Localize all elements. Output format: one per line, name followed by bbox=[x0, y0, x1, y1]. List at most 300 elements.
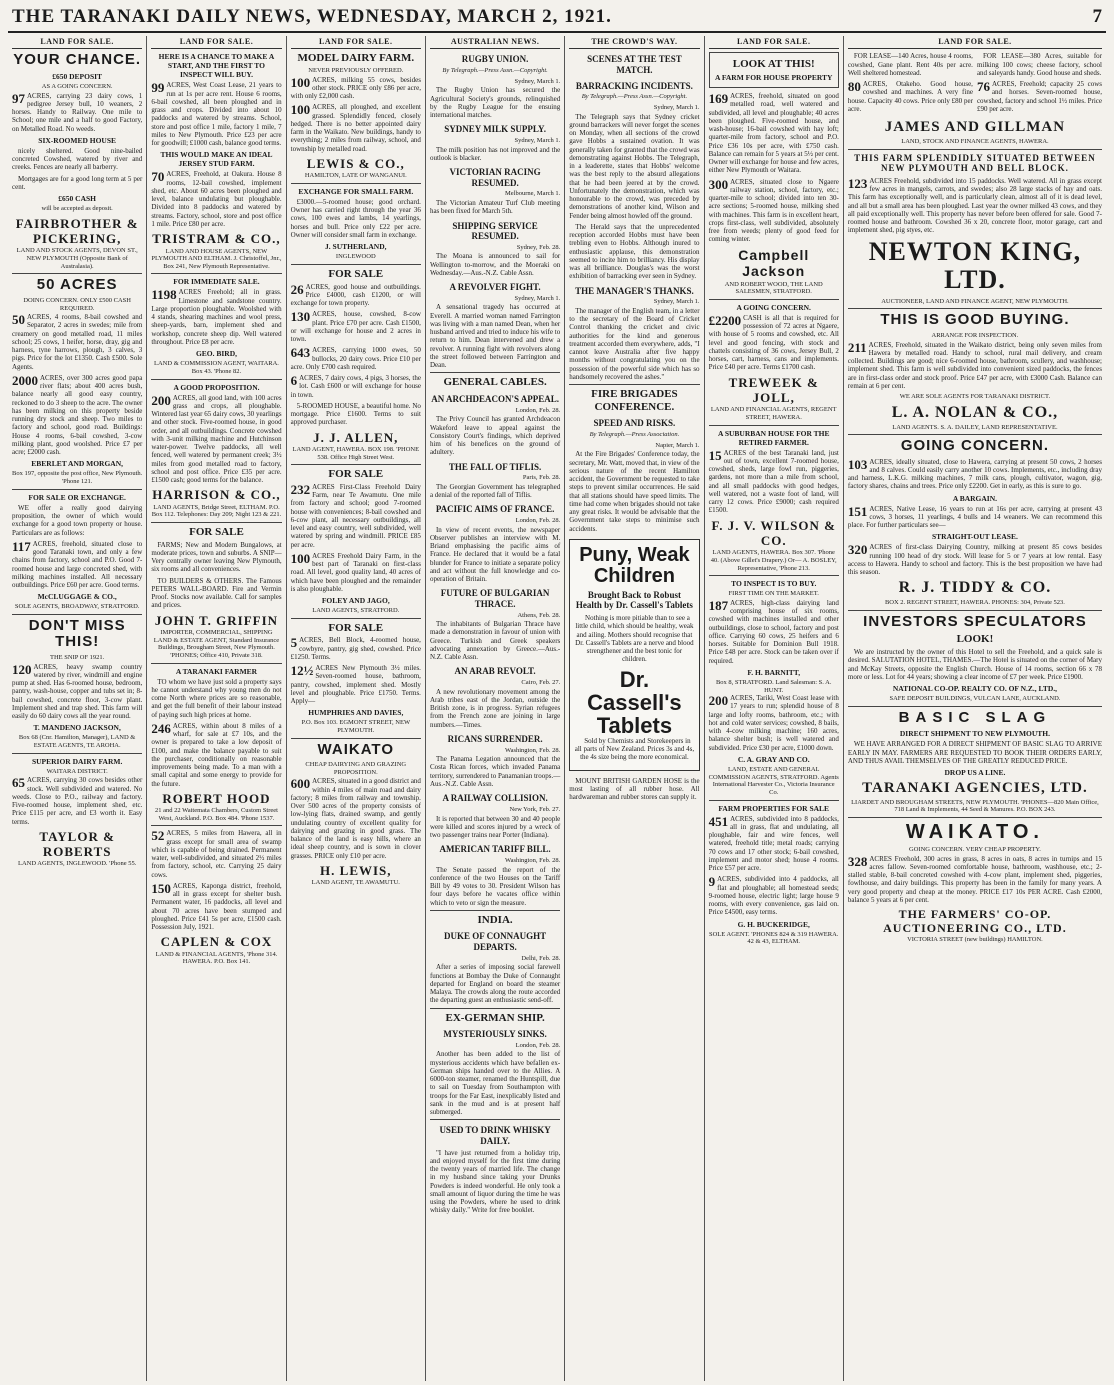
agent-name: HARRISON & CO., bbox=[152, 487, 281, 503]
ad-headline: A TARANAKI FARMER bbox=[175, 666, 258, 676]
agent-name: NEWTON KING, LTD. bbox=[868, 236, 1082, 295]
agent-address: BOX 2. REGENT STREET, HAWERA. PHONES: 304, Private 523. bbox=[884, 599, 1065, 607]
listing bbox=[291, 103, 421, 153]
listing bbox=[848, 543, 1102, 576]
agent-name: C. A. GRAY AND CO. bbox=[737, 754, 810, 764]
section-headline: FIRE BRIGADES CONFERENCE. bbox=[591, 388, 678, 413]
listing-text: CASH is all that is required for possession of 72 acres at Ngaere, with house of 5 rooms and cowshed, etc. All level and good fencing, with stock and chattels consisting of 36 cows, Jersey Bull, 2 horses, cart, harness, cans and implements. Price £40 per acre. Terms £1700 cash. bbox=[708, 313, 839, 372]
news-text: After a series of imposing social farewell functions at Bombay the Duke of Connaught departed for England on board the steamer Malaya. The crowds along the route accorded the departing guest an enthusiastic send-off. bbox=[429, 963, 561, 1005]
ad-headline: WAIKATO. bbox=[905, 821, 1044, 844]
listing-text: We are instructed by the owner of this Hotel to sell the Freehold, and a quick sale is desired. SALUTATION HOTEL, THAMES.—The Hotel is situated on the corner of Mary and McKay Streets, opposite the English Church. House of 14 rooms, section 66 x 78 more or less. Lot for 44 years; showing a clear income of £7 per week. Price £1900. bbox=[847, 648, 1102, 681]
news-headline: SYDNEY MILK SUPPLY. bbox=[444, 124, 546, 135]
lot-number: 211 bbox=[847, 339, 867, 355]
masthead bbox=[8, 6, 1106, 33]
listing-text: ACRES, good house and outbuildings. Price £4000, cash £1200, or will exchange for town property. bbox=[290, 282, 421, 308]
news-text: In view of recent events, the newspaper Observer publishes an interview with M. Briand emphasising the pacific aims of France. He declared that it would be a fatal blunder for France to initiate a separate policy and act without the full knowledge and co-operation of Britain. bbox=[429, 525, 561, 584]
listing-text: ACRES of first-class Dairying Country, milking at present 85 cows besides running 100 head of dry stock. Will lease for 5 or 7 years at low rental. Easy access to Hawera. Handy to school and factory. This is the best proposition we have had this season. bbox=[847, 543, 1102, 577]
listing-text: ACRES, Otakeho. Good house, cowshed and machines. A very fine house. Capacity 40 cows. Price only £80 per acre. bbox=[847, 80, 973, 113]
news-headline: SCENES AT THE TEST MATCH. bbox=[587, 54, 682, 76]
listing bbox=[709, 694, 839, 752]
lot-number: £2200 bbox=[708, 312, 742, 328]
column-header: LAND FOR SALE. bbox=[848, 36, 1102, 49]
lot-number: 97 bbox=[12, 90, 25, 106]
listing bbox=[709, 449, 839, 515]
news-text: A new revolutionary movement among the Arab tribes east of the Jordan, outside the British zone, is in progress. Syrian refugees from the French zone are joining in large numbers.—Times. bbox=[429, 687, 561, 729]
lot-number: 117 bbox=[12, 538, 31, 554]
lot-number: 52 bbox=[151, 828, 165, 844]
news-headline: PACIFIC AIMS OF FRANCE. bbox=[435, 504, 555, 515]
lot-number: 200 bbox=[151, 392, 171, 408]
lot-number: 100 bbox=[290, 550, 311, 566]
column-header: LAND FOR SALE. bbox=[709, 36, 839, 49]
listing-text: ACRES, 7 dairy cows, 4 pigs, 3 horses, the lot. Cash £600 or will exchange for house in town. bbox=[290, 374, 421, 399]
news-headline: SPEED AND RISKS. bbox=[593, 418, 676, 429]
listing bbox=[151, 882, 281, 932]
lot-number: 2000 bbox=[12, 372, 38, 388]
agent-address: LIARDET AND BROUGHAM STREETS, NEW PLYMOUTH. 'PHONES—820 Main Office, 718 Land & Implements, 44 Seed & Manures. P.O. BOX 243. bbox=[851, 798, 1099, 814]
news-headline: A REVOLVER FIGHT. bbox=[449, 282, 541, 293]
section-headline: INDIA. bbox=[477, 913, 513, 926]
lot-number: 15 bbox=[708, 447, 722, 463]
listing-text: ACRES, freehold, situated close to good Taranaki town, and only a few chains from factory, school and P.O. Good 7-roomed house and large concreted shed, with milking machines installed. All necessary outbuildings. Price £60 per acre. Good terms. bbox=[12, 539, 143, 589]
listing bbox=[12, 92, 142, 133]
listing-text: ACRES, within about 8 miles of a wharf, for sale at £7 10s, and the owner is prepared to take a low deposit of £100, and make the balance payable to suit the purchaser, conditionally on reasonable improvements being made. To a man with a small capital and some energy to provide for the future. bbox=[151, 721, 282, 788]
agent-address: 21 and 22 Waitemata Chambers, Custom Street West, Auckland. P.O. Box 484. 'Phone 1537. bbox=[154, 807, 278, 822]
lot-number: 200 bbox=[708, 693, 729, 709]
listing bbox=[709, 178, 839, 244]
agent-name: THE FARMERS' CO-OP. AUCTIONEERING CO., LTD. bbox=[883, 907, 1067, 936]
agent-address: AUCTIONEER, LAND AND FINANCE AGENT, NEW PLYMOUTH. bbox=[881, 297, 1069, 305]
agent-name: LEWIS & CO., bbox=[306, 155, 405, 171]
agent-name: JAMES AND GILLMAN bbox=[884, 119, 1066, 136]
news-text: The manager of the English team, in a letter to the secretary of the Board of Cricket Control thanking the cricket and civic authorities for the kind and generous treatment accorded them everywhere, adds, "I cannot leave Australia after five happy months without congratulating you on the possession of the powerful side which has so handsomely recovered the ashes." bbox=[569, 306, 700, 381]
advertisement-box bbox=[569, 539, 699, 771]
agent-address: HAMILTON, LATE OF WANGANUI. bbox=[304, 172, 407, 180]
ad-headline: THIS IS GOOD BUYING. bbox=[880, 311, 1070, 329]
agent-name: TAYLOR & ROBERTS bbox=[39, 828, 115, 860]
agent-name: Campbell Jackson bbox=[738, 246, 810, 280]
column-header: THE CROWD'S WAY. bbox=[569, 36, 699, 49]
listing-text: ACRES, Bell Block, 4-roomed house, cowbyre, pantry, gig shed, cowshed. Price £1250. Terms. bbox=[290, 636, 421, 661]
listing-text: ACRES, heavy swamp country watered by river, windmill and engine pump at shed. Has 6-roomed house, bedroom, pantry, wash-house, copper and tubs set in; 8-bail cowshed, concrete floor, 3-cow plant. Implement shed and trap shed. This farm will easily do 60 dairy cows all the year round. bbox=[12, 662, 143, 721]
lot-number: 76 bbox=[976, 79, 990, 95]
listing bbox=[291, 374, 421, 399]
ad-headline: YOUR CHANCE. bbox=[13, 51, 142, 69]
dateline: Sydney, March 1. bbox=[653, 298, 700, 306]
listing bbox=[12, 313, 142, 371]
listing-text: nicely sheltered. Good nine-bailed concreted Cowshed, watered by river and creeks. Fences are nearly all barberry. bbox=[12, 146, 143, 172]
ad-subhead: A BARGAIN. bbox=[952, 493, 998, 503]
agent-name: TREWEEK & JOLL, bbox=[728, 374, 819, 405]
listing-text: ACRES Freehold Dairy Farm, in the best part of Taranaki on first-class road. All level, good quality land, 40 acres of which have been ploughed and the remainder is also ploughable. bbox=[290, 551, 421, 593]
agent-name: HUMPHRIES AND DAVIES, bbox=[308, 708, 404, 718]
listing bbox=[291, 76, 421, 101]
news-credit: By Telegraph.—Press Association. bbox=[589, 430, 680, 438]
news-text: A sensational tragedy has occurred at Everell. A married woman named Farrington was living with a man named Dean, when her husband arrived and tried to induce his wife to return to him. Dean intervened and drew a revolver. A running fight with revolvers along the street followed between Farrington and Dean. bbox=[429, 303, 561, 370]
news-credit: By Telegraph.—Press Assn.—Copyright. bbox=[581, 93, 688, 101]
agent-name: TRISTRAM & CO., bbox=[152, 231, 281, 247]
news-text: The Panama Legation announced that the Costa Rican forces, which invaded Panama territory, surrendered to Panamanian troops.—Aus.-N.Z. Cable Assn. bbox=[429, 755, 561, 788]
ad-subhead: SIX-ROOMED HOUSE bbox=[38, 135, 117, 145]
dateline: Sydney, March 1. bbox=[514, 77, 561, 85]
lot-number: 151 bbox=[847, 503, 868, 519]
listing-text: ACRES, carrying 1000 ewes, 50 bullocks, 20 dairy cows. Price £10 per acre. Only £700 cash required. bbox=[290, 346, 421, 371]
ad-headline: A SUBURBAN HOUSE FOR THE RETIRED FARMER. bbox=[717, 428, 830, 447]
section-headline: EX-GERMAN SHIP. bbox=[445, 1011, 545, 1024]
agent-address: LAND AND STOCK AGENTS, DEVON ST., NEW PLYMOUTH (Opposite Bank of Australasia). bbox=[16, 247, 138, 270]
listing-text: ACRES, freehold, situated on good metalled road, well watered and subdivided, all level and ploughable; 40 acres been ploughed. Five-roomed house, and wash-house; 16-bail cowshed with hay loft; quarter-mile from factory, school and P.O. Price £36 10s per acre, with £750 cash. Balance can remain for 5 years at 5½ per cent. Owner will exchange for house and few acres, either New Plymouth or Waitara. bbox=[708, 92, 839, 175]
ad-headline: FOR SALE bbox=[328, 621, 384, 634]
listing-text: ACRES First-Class Freehold Dairy Farm, near Te Awamutu. One mile from factory and school; good 7-roomed house with conveniences; 8-bail cowshed and 6-cow plant, all necessary outbuildings, all level and easy country, well subdivided, well watered by spring and windmill. PRICE £85 per acre. bbox=[290, 482, 421, 549]
agent-name: F. H. BARNITT, bbox=[747, 667, 801, 677]
news-headline: USED TO DRINK WHISKY DAILY. bbox=[439, 1125, 551, 1147]
agent-address: LAND & FINANCIAL AGENTS, 'Phone 314. HAWERA. P.O. Box 141. bbox=[155, 950, 278, 966]
listing bbox=[291, 483, 421, 549]
lot-number: 187 bbox=[708, 597, 729, 613]
agent-address: SAFE DEPOSIT BUILDINGS, VULCAN LANE, AUCKLAND. bbox=[889, 695, 1061, 703]
news-headline: THE FALL OF TIFLIS. bbox=[448, 461, 542, 472]
listing-text: TO whom we have just sold a property says he cannot understand why young men do not come North where prices are so reasonable, and get the full benefit of their labour instead of paying such high prices at home. bbox=[151, 677, 282, 719]
agent-address: LAND AGENT, TE AWAMUTU. bbox=[311, 879, 400, 887]
lease-right bbox=[977, 52, 1102, 116]
lot-number: 103 bbox=[847, 456, 868, 472]
dateline: Melbourne, March 1. bbox=[505, 190, 561, 198]
masthead-title: THE TARANAKI DAILY NEWS, WEDNESDAY, MARCH 2, 1921. bbox=[12, 6, 612, 27]
agent-address: LAND & COMMISSION AGENT, WAITARA. Box 43. 'Phone 82. bbox=[154, 360, 279, 375]
news-headline: VICTORIAN RACING RESUMED. bbox=[449, 167, 541, 188]
listing-text: ACRES, subdivided into 4 paddocks, all flat and ploughable; all homestead seeds; 9-roomed house, electric light; large house 9 rooms, with every convenience, gas laid on. Price £4500, easy terms. bbox=[708, 875, 839, 917]
news-text: The Rugby Union has secured the Agricultural Society's grounds, relinquished by the Rugby League for the ensuing international matches. bbox=[429, 86, 561, 120]
agent-address: LAND AND HOUSE AGENTS, NEW PLYMOUTH AND ELTHAM. J. Christoffel, Jnr., Box 241, New Plymouth Representative. bbox=[151, 247, 282, 270]
ad-headline: FOR IMMEDIATE SALE. bbox=[173, 277, 260, 287]
columns bbox=[8, 36, 1106, 1381]
listing-text: ACRES Freehold; all in grass. Limestone and sandstone country. Large proportion ploughable. Woolshed with 4 stands, shearing machines and wool press, sheep-yards, barn, implement shed and workshop, concrete sheep dip. Well watered throughout. Price £8 per acre. bbox=[151, 288, 282, 346]
listing bbox=[848, 341, 1102, 391]
agent-name: J. SUTHERLAND, bbox=[325, 242, 387, 252]
agent-name: FOLEY AND JAGO, bbox=[321, 596, 390, 606]
lot-number: 50 bbox=[12, 312, 25, 328]
dateline: Washington, Feb. 28. bbox=[504, 746, 561, 754]
listing-text: 5-ROOMED HOUSE, a beautiful home. No mortgage. Price £1600. Terms to suit approved purchaser. bbox=[290, 401, 421, 427]
lot-number: 150 bbox=[151, 880, 171, 896]
ad-headline: GOING CONCERN. bbox=[900, 437, 1050, 455]
agent-address: LAND AGENTS, INGLEWOOD. 'Phone 55. bbox=[17, 860, 137, 868]
lot-number: 80 bbox=[847, 79, 861, 95]
ad-subhead: ARRANGE FOR INSPECTION. bbox=[931, 331, 1019, 339]
listing-text: ACRES, 4 rooms, 8-bail cowshed and Separator, 2 acres in swedes; mile from creamery on good metalled road, 11 miles school; 25 cows, 1 heifer, horse, dray, gig and harness, tyne harrows, plough, 3 calves, 3 pigs. Price for the lot £1350. Cash £500. Sole Agents. bbox=[12, 313, 143, 371]
dateline: London, Feb. 28. bbox=[515, 406, 561, 414]
ad-headline: Puny, Weak Children bbox=[579, 543, 690, 587]
lot-number: 123 bbox=[847, 175, 868, 191]
dateline: Paris, Feb. 28. bbox=[522, 474, 561, 482]
listing-text: ACRES, West Coast Lease, 21 years to run at 1s per acre rent. House 6 rooms, 6-bail cowshed, all been ploughed and in grass and crops. Divided into about 10 paddocks and watered by streams. School, store and post office 1 mile, factory 1 mile, 7 miles to New Plymouth. Price £23 per acre for goodwill; £1000 cash, balance good terms. bbox=[151, 81, 282, 148]
listing-text: ACRES, Freehold, at Oakura. House 8 rooms, 12-bail cowshed, implement shed, etc. About 60 acres been ploughed and level, balance undulating but ploughable. Divided into 8 paddocks and watered by streams. Factory, school, store and post office 1 mile. Price £80 per acre. bbox=[151, 170, 282, 228]
dateline: Delhi, Feb. 28. bbox=[521, 954, 561, 962]
lot-number: 65 bbox=[12, 775, 25, 791]
lot-number: 12½ bbox=[290, 663, 314, 679]
ad-subhead: DROP US A LINE. bbox=[944, 768, 1006, 778]
listing-text: ACRES, carrying 30 cows besides other stock. Well subdivided and watered. No weeds. Close to P.O., railway and factory. Five-roomed house, implement shed, etc. Price £115 per acre, and £3 worth it. Easy terms. bbox=[12, 776, 143, 826]
agent-name: NATIONAL CO-OP. REALTY CO. OF N.Z., LTD., bbox=[892, 684, 1057, 694]
listing bbox=[12, 776, 142, 826]
ad-subhead: AS A GOING CONCERN. bbox=[41, 82, 113, 90]
ad-headline: SUPERIOR DAIRY FARM. bbox=[31, 756, 123, 766]
ad-headline: EXCHANGE FOR SMALL FARM. bbox=[298, 186, 414, 196]
ad-subhead: £650 CASH bbox=[58, 194, 97, 204]
lot-number: 9 bbox=[708, 874, 716, 890]
news-text: The milk position has not improved and the outlook is blacker. bbox=[429, 145, 561, 162]
ad-subhead: LOOK! bbox=[956, 633, 994, 646]
lot-number: 70 bbox=[151, 169, 165, 185]
lot-number: 643 bbox=[290, 345, 311, 361]
news-headline: AMERICAN TARIFF BILL. bbox=[439, 844, 551, 855]
lot-number: 100 bbox=[290, 102, 311, 118]
ad-subhead: WAITARA DISTRICT. bbox=[46, 767, 108, 775]
agent-name: H. LEWIS, bbox=[320, 862, 392, 878]
listing-text: ACRES, 5 miles from Hawera, all in grass except for small area of swamp which is capable of being drained. Permanent water, well-subdivided, and situated 2½ miles from factory, school, etc. Carrying 25 dairy cows. bbox=[151, 829, 282, 879]
news-headline: FUTURE OF BULGARIAN THRACE. bbox=[440, 588, 550, 609]
ad-subhead: THIS WOULD MAKE AN IDEAL JERSEY STUD FARM. bbox=[160, 150, 273, 169]
listing-text: ACRES Freehold, subdivided into 15 paddocks. Well watered. All in grass except few acres in mangels, carrots, and swedes; also 28 large stacks of hay and oats. This farm has exceptionally well, and is particularly clean, almost all of it is dead level, and all but a small area has been ploughed. Last year the owner milked 43 cows, and they all paid exceptionally well. This property has never before been offered for sale. Good 7-roomed house and bathroom. Cowshed 36 x 20, concrete floor, motor garage, cart and implement shed, pig styes, etc. bbox=[847, 176, 1102, 235]
agent-name: ROBERT HOOD bbox=[162, 790, 271, 806]
dateline: London, Feb. 28. bbox=[515, 1041, 561, 1049]
agent-name: GEO. BIRD, bbox=[195, 349, 237, 359]
listing-text: ACRES, situated in a good district and within 4 miles of main road and dairy factory; 8 miles from railway and township. Over 500 acres of the property consists of low-lying flats, drained swamp, and gently undulating country of excellent quality for dairying and grazing in good grass. The balance of the land is easy hills, where an ideal sheep country, and is sown in clover grasses. PRICE only £10 per acre. bbox=[290, 777, 421, 860]
dateline: London, Feb. 28. bbox=[515, 516, 561, 524]
listing bbox=[151, 722, 281, 788]
dateline: Sydney, March 1. bbox=[514, 294, 561, 302]
ad-headline: HERE IS A CHANCE TO MAKE A START, AND THE FIRST TO INSPECT WILL BUY. bbox=[158, 52, 275, 80]
agent-name: FAIRBROTHER & PICKERING, bbox=[15, 215, 139, 247]
listing bbox=[291, 664, 421, 705]
ad-subhead: Brought Back to Robust Health by Dr. Cassell's Tablets bbox=[575, 589, 693, 611]
listing bbox=[709, 599, 839, 665]
agent-name: CAPLEN & COX bbox=[160, 934, 273, 950]
listing-text: ACRES, Freehold, situated in the Waikato district, being only seven miles from Hawera by metalled road. Handy to school, rural mail delivery, and cream collected. Buildings are good; nice 6-roomed house, bathroom, scullery, and washhouse; implement shed. This farm is well subdivided into convenient sized paddocks, the fences are in first-class order and stock proof. Price £47 per acre, with £3000 Cash. Balance can remain at 6 per cent. bbox=[847, 340, 1102, 390]
ad-headline: FARM PROPERTIES FOR SALE bbox=[718, 803, 830, 813]
listing bbox=[291, 346, 421, 371]
ad-subhead: GOING CONCERN. VERY CHEAP PROPERTY. bbox=[909, 846, 1041, 854]
listing-text: ACRES, subdivided into 8 paddocks, all in grass, flat and undulating, all ploughable, fair and wire fences, well watered, freehold title; metal roads; carrying 70 cows and 17 other stock; 6-bail cowshed, implement and motor shed; house 4 rooms. Price £57 per acre. bbox=[708, 814, 839, 873]
listing bbox=[848, 177, 1102, 235]
news-headline: BARRACKING INCIDENTS. bbox=[575, 80, 693, 91]
ad-subhead: DOING CONCERN. ONLY £500 CASH REQUIRED. bbox=[23, 296, 131, 312]
ad-subhead: THE SNIP OF 1921. bbox=[50, 653, 105, 661]
lease-row bbox=[848, 52, 1102, 116]
listing-text: Mortgages are for a good long term at 5 per cent. bbox=[12, 174, 143, 191]
agent-address: Box 197, opposite the post office, New Plymouth. 'Phone 121. bbox=[12, 470, 143, 486]
ad-subhead: will be accepted as deposit. bbox=[41, 205, 113, 213]
ad-subhead: £650 DEPOSIT bbox=[52, 71, 103, 81]
listing bbox=[977, 80, 1102, 113]
listing bbox=[291, 777, 421, 860]
agent-name: TARANAKI AGENCIES, LTD. bbox=[862, 780, 1088, 797]
page-number: 7 bbox=[1092, 6, 1102, 27]
listing bbox=[151, 829, 281, 879]
news-headline: DUKE OF CONNAUGHT DEPARTS. bbox=[444, 931, 547, 953]
listing bbox=[848, 855, 1102, 905]
lot-number: 100 bbox=[290, 74, 311, 90]
news-text: The Herald says that the unprecedented reception accorded Hobbs must have been trebling even to Hobbs. Although inured to enthusiastic applause, this demonstration seemed to incite him to brilliancy. His display was all brilliance. Douglas's was the worst exhibition of barracking ever seen in Sydney. bbox=[569, 222, 700, 281]
ad-headline: WAIKATO bbox=[317, 740, 394, 758]
agent-address: Box 8, STRATFORD. Land Salesman: S. A. HUNT. bbox=[715, 678, 832, 694]
listing bbox=[848, 80, 973, 113]
agent-address: LAND AGENTS, Bridge Street, ELTHAM. P.O. Box 112. Telephones: Day 209; Night 123 & 221. bbox=[151, 503, 282, 519]
listing-text: ACRES, high-class dairying land comprising house of six rooms, cowshed with machines installed and other outbuildings, close to school, factory and post office. Carrying 60 cows, 25 heifers and 6 horses. Suitable for Dominion Bull 1918. Price £48 per acre. Stock can be taken over if required. bbox=[708, 598, 839, 665]
news-headline: AN ARCHDEACON'S APPEAL. bbox=[431, 394, 559, 405]
agent-address: LAND, STOCK AND FINANCE AGENTS, HAWERA. bbox=[901, 137, 1049, 145]
column-6 bbox=[705, 36, 844, 1381]
lot-number: 328 bbox=[847, 853, 868, 869]
news-headline: MYSTERIOUSLY SINKS. bbox=[443, 1029, 547, 1040]
news-headline: SHIPPING SERVICE RESUMED. bbox=[452, 220, 538, 242]
lot-number: 1198 bbox=[151, 287, 177, 303]
column-4 bbox=[426, 36, 565, 1381]
dateline: Cairo, Feb. 27. bbox=[521, 679, 561, 687]
ad-headline: DON'T MISS THIS! bbox=[28, 616, 126, 651]
column-header: LAND FOR SALE. bbox=[12, 36, 142, 49]
listing-text: ACRES, Freehold; capacity 25 cows and horses. Seven-roomed house, cowshed, factory and school 1½ miles. Price £90 per acre. bbox=[976, 80, 1102, 113]
agent-name: EBERLET AND MORGAN, bbox=[31, 459, 124, 469]
ad-text: MOUNT BRITISH GARDEN HOSE is the most lasting of all rubber hose. All hardwareman and rubber stores can supply it. bbox=[569, 776, 700, 802]
lease-left bbox=[848, 52, 973, 116]
ad-subhead: DIRECT SHIPMENT TO NEW PLYMOUTH. bbox=[899, 729, 1050, 739]
news-text: The Telegraph says that Sydney cricket ground barrackers will never forget the scenes on Monday, when all sections of the crowd gave Hobbs a sustained ovation. It was generally taken for granted that the crowd was demonstrating against Hobbs. The Telegraph, in a leaderette, states that Hobbs' welcome was the best reply to the absurd allegations that he had been jeered at by the crowd. Unfortunately the demonstration, which was honourable to the crowd, was preceded by demonstrations of another kind, Wilson and Fender being almost howled off the ground. bbox=[569, 112, 700, 220]
lot-number: 5 bbox=[290, 635, 298, 651]
agent-address: LAND AGENT, HAWERA. BOX 198. 'PHONE 538. Office High Street West. bbox=[292, 445, 420, 461]
agent-address: VICTORIA STREET (new buildings) HAMILTON. bbox=[907, 936, 1043, 944]
listing-text: ACRES, situated close to Ngaere railway station, school, factory, etc.; quarter-mile to school; divided into ten 30-acre sections; 5-roomed house, milking shed with machines. This farm is in excellent heart, crops first-class, well subdivided, absolutely free from weeds; plenty of good feed for coming winter. bbox=[708, 177, 839, 244]
dateline: Sydney, March 1. bbox=[514, 136, 561, 144]
listing bbox=[291, 552, 421, 593]
column-7 bbox=[844, 36, 1106, 1381]
listing bbox=[12, 540, 142, 590]
agent-name: JOHN T. GRIFFIN bbox=[154, 612, 279, 628]
listing-text: ACRES New Plymouth 3½ miles. Seven-roomed house, bathroom, pantry, cowshed, implement shed. Mostly level and ploughable. Price £1750. Terms. Apply— bbox=[290, 664, 421, 706]
lot-number: 26 bbox=[290, 281, 304, 297]
ad-headline: FOR SALE bbox=[328, 468, 384, 481]
listing bbox=[848, 505, 1102, 530]
agent-address: P.O. Box 103. EGMONT STREET, NEW PLYMOUTH. bbox=[301, 719, 411, 734]
listing-text: ACRES, Kaponga district, freehold, all in grass except for shelter bush. Permanent water, 16 paddocks, all level and about 70 acres have been stumped and ploughed. Price £41 5s per acre, £1500 cash. Possession July, 1921. bbox=[151, 881, 282, 932]
column-header: AUSTRALIAN NEWS. bbox=[430, 36, 560, 49]
listing-text: WE HAVE ARRANGED FOR A DIRECT SHIPMENT OF BASIC SLAG TO ARRIVE EARLY IN MAY. FARMERS ARE REQUESTED TO BOOK THEIR ORDERS EARLY, AND THUS AVAIL THEMSELVES OF THE GREATLY REDUCED PRICE. bbox=[847, 740, 1102, 765]
agent-address: INGLEWOOD bbox=[335, 253, 376, 261]
ad-headline: MODEL DAIRY FARM. bbox=[297, 52, 415, 65]
listing-text: FARMS; New and Modern Bungalows, at moderate prices, town and suburbs. A SNIP—Very centrally owner leaving New Plymouth, six rooms and all conveniences. bbox=[151, 540, 282, 574]
ad-headline: INVESTORS SPECULATORS bbox=[863, 612, 1087, 630]
column-header: LAND FOR SALE. bbox=[291, 36, 421, 49]
ad-subhead: STRAIGHT-OUT LEASE. bbox=[931, 532, 1018, 542]
news-text: Another has been added to the list of mysterious accidents which have befallen ex-German ships handed over to the Allies. A 6000-ton steamer, renamed the Huntspill, due to sail on Tuesday from Southampton with troops for the Far East, inexplicably listed and sank in the mud and is at present half submerged. bbox=[429, 1050, 561, 1117]
listing-text: TO BUILDERS & OTHERS. The Famous PETERS WALL-BOARD. Fire and Vermin Proof. Stocks now available. Call for samples and prices. bbox=[151, 576, 282, 610]
news-text: "I have just returned from a holiday trip, and enjoyed myself for the first time during the twenty years of married life. The change in my husband since taking your Drunks Powders is indeed wonderful. He only took a small amount of liquor during the time he was using the Powders, where he used to drink whisky daily." Write for free booklet. bbox=[429, 1148, 561, 1215]
agent-address: Box 68 (Cnr. Hamilton, Manager), LAND & ESTATE AGENTS, TE AROHA. bbox=[18, 734, 136, 749]
news-text: At the Fire Brigades' Conference today, the secretary, Mr. Watt, moved that, in view of the serious nature of the recent Hamilton accident, the Government be requested to take steps to prevent similar occurrences. He said that all stations should have speed limits. The time had come when brigades should not take any great risks. It would be advisable that the Government take steps to minimise such accidents. bbox=[569, 450, 700, 533]
listing-text: ACRES, milking 55 cows, besides other stock. PRICE only £86 per acre, with only £2,000 cash. bbox=[290, 75, 421, 101]
lot-number: 320 bbox=[847, 542, 868, 558]
listing bbox=[709, 314, 839, 372]
column-2 bbox=[147, 36, 286, 1381]
agent-address: LAND AGENTS. S. A. DAILEY, LAND REPRESENTATIVE. bbox=[892, 423, 1058, 431]
listing-text: ACRES, over 300 acres good papa river flats; about 400 acres bush, balance nearly all good easy country, reckoned to do 3 sheep to the acre. The owner has been milking on this property beside running dry stock and sheep. Two miles to factory and school, good road. Buildings: House 4 rooms, 6-bail cowshed, 3-cow milking plant, good woolshed. Price £7 per acre; £2000 cash. bbox=[12, 373, 143, 457]
news-headline: RICANS SURRENDER. bbox=[447, 733, 543, 744]
agent-name: McCLUGGAGE & CO., bbox=[37, 592, 117, 602]
agent-address: AND ROBERT WOOD, THE LAND SALESMEN, STRATFORD. bbox=[724, 280, 823, 296]
lot-number: 600 bbox=[290, 776, 311, 792]
listing-text: ACRES, Native Lease, 16 years to run at 16s per acre, carrying at present 43 cows, 3 horses, 11 yearlings, 4 bulls and 14 weaners. We can recommend this place. For further particulars see— bbox=[847, 504, 1102, 530]
ad-headline: BASIC SLAG bbox=[898, 708, 1052, 726]
listing bbox=[291, 636, 421, 661]
ad-headline: FOR SALE bbox=[189, 525, 244, 538]
listing-text: FOR LEASE—140 Acres, house 4 rooms, cowshed, Gane plant. Rent 40s per acre. Well sheltered homestead. bbox=[847, 52, 973, 77]
lot-number: 232 bbox=[290, 481, 311, 497]
ad-headline: A GOOD PROPOSITION. bbox=[173, 382, 260, 392]
ad-subhead: FIRST TIME ON THE MARKET. bbox=[728, 590, 819, 598]
news-text: The Privy Council has granted Archdeacon Wakeford leave to appeal against the Consistory Court's findings, which deprived him of his benefices on the ground of adultery. bbox=[429, 415, 561, 457]
dateline: Sydney, Feb. 28. bbox=[516, 243, 561, 251]
listing-text: £3000.—5-roomed house; good orchard. Owner has carried right through the year 36 cows, 100 ewes and lambs, 14 yearlings, horses and bull. Price only £22 per acre. Owner will consider small farm in exchange. bbox=[290, 197, 421, 239]
listing bbox=[291, 283, 421, 308]
dateline: Napier, March 1. bbox=[655, 441, 700, 449]
agent-address: LAND AGENTS, STRATFORD. bbox=[312, 607, 400, 615]
news-text: The Georgian Government has telegraphed a denial of the reported fall of Tiflis. bbox=[429, 482, 561, 500]
ad-subhead: CHEAP DAIRYING AND GRAZING PROPOSITION. bbox=[305, 761, 407, 776]
news-headline: THE MANAGER'S THANKS. bbox=[575, 285, 694, 296]
dateline: New York, Feb. 27. bbox=[509, 805, 561, 813]
lot-number: 300 bbox=[708, 176, 729, 192]
ad-subhead: NEVER PREVIOUSLY OFFERED. bbox=[308, 67, 404, 75]
agent-name: J. J. ALLEN, bbox=[313, 429, 399, 445]
listing-text: ACRES, house, cowshed, 8-cow plant. Price £70 per acre. Cash £1500, or will exchange for house and 2 acres in town. bbox=[290, 310, 421, 344]
lot-number: 246 bbox=[151, 720, 171, 736]
news-text: The Senate passed the report of the conference of the two Houses on the Tariff Bill by 49 votes to 30. President Wilson has four days before he vacates office within which to veto or sign the measure. bbox=[429, 865, 561, 907]
listing bbox=[12, 663, 142, 721]
ad-headline: TO INSPECT IS TO BUY. bbox=[731, 579, 817, 589]
column-3 bbox=[287, 36, 426, 1381]
listing-text: WE offer a really good dairying proposition, the owner of which would exchange for a good town property or house. Particulars are as follows: bbox=[12, 503, 143, 537]
section-headline: GENERAL CABLES. bbox=[443, 376, 547, 389]
ad-headline: LOOK AT THIS! bbox=[732, 58, 815, 71]
listing-text: ACRES, ideally situated, close to Hawera, carrying at present 50 cows, 2 horses and 8 calves. Could easily carry another 10 cows. Implements, etc., including dray and harness, L.K.G. milking machines, 7 milk cans, plough, cultivator, wagon, gig, factory shares, chains and trees. Price only £2200. Get in early, as this is sure to go. bbox=[847, 457, 1102, 491]
listing bbox=[151, 81, 281, 147]
agent-name: R. J. TIDDY & CO. bbox=[898, 579, 1052, 597]
news-headline: A RAILWAY COLLISION. bbox=[442, 793, 548, 804]
lot-number: 6 bbox=[290, 373, 298, 389]
news-headline: AN ARAB REVOLT. bbox=[454, 666, 536, 677]
ad-text: Nothing is more pitiable than to see a little child, which should be healthy, weak and ailing. Mothers should recognise that Dr. Cassell's Tablets are a nerve and blood strengthener and the best tonic for children. bbox=[575, 614, 694, 664]
news-text: The inhabitants of Bulgarian Thrace have made a demonstration in favour of union with Greece. Turkish and Greek speakers advocating annexation by Greece.—Aus.-N.Z. Cable Assn. bbox=[429, 620, 561, 662]
agent-name: L. A. NOLAN & CO., bbox=[891, 403, 1059, 421]
agent-name: F. J. V. WILSON & CO. bbox=[711, 517, 836, 548]
lot-number: 99 bbox=[151, 80, 165, 96]
lot-number: 169 bbox=[708, 91, 729, 107]
column-5 bbox=[565, 36, 704, 1381]
agent-address: LAND AND FINANCIAL AGENTS, REGENT STREET, HAWERA. bbox=[710, 406, 837, 421]
listing bbox=[12, 374, 142, 457]
agent-address: IMPORTER, COMMERCIAL, SHIPPING LAND & ESTATE AGENT, Standard Insurance Buildings, Brougham Street, New Plymouth. 'PHONES; Office 410, Private 318. bbox=[153, 628, 280, 659]
ad-headline: 50 ACRES bbox=[36, 276, 118, 294]
lot-number: 130 bbox=[290, 309, 311, 325]
dateline: Sydney, March 1. bbox=[653, 103, 700, 111]
listing bbox=[709, 875, 839, 916]
dateline: Washington, Feb. 28. bbox=[504, 856, 561, 864]
agent-name: T. MANDENO JACKSON, bbox=[33, 723, 121, 733]
listing bbox=[848, 458, 1102, 491]
listing bbox=[151, 288, 281, 346]
listing bbox=[151, 394, 281, 485]
ad-subhead: A FARM FOR HOUSE PROPERTY bbox=[714, 73, 833, 83]
